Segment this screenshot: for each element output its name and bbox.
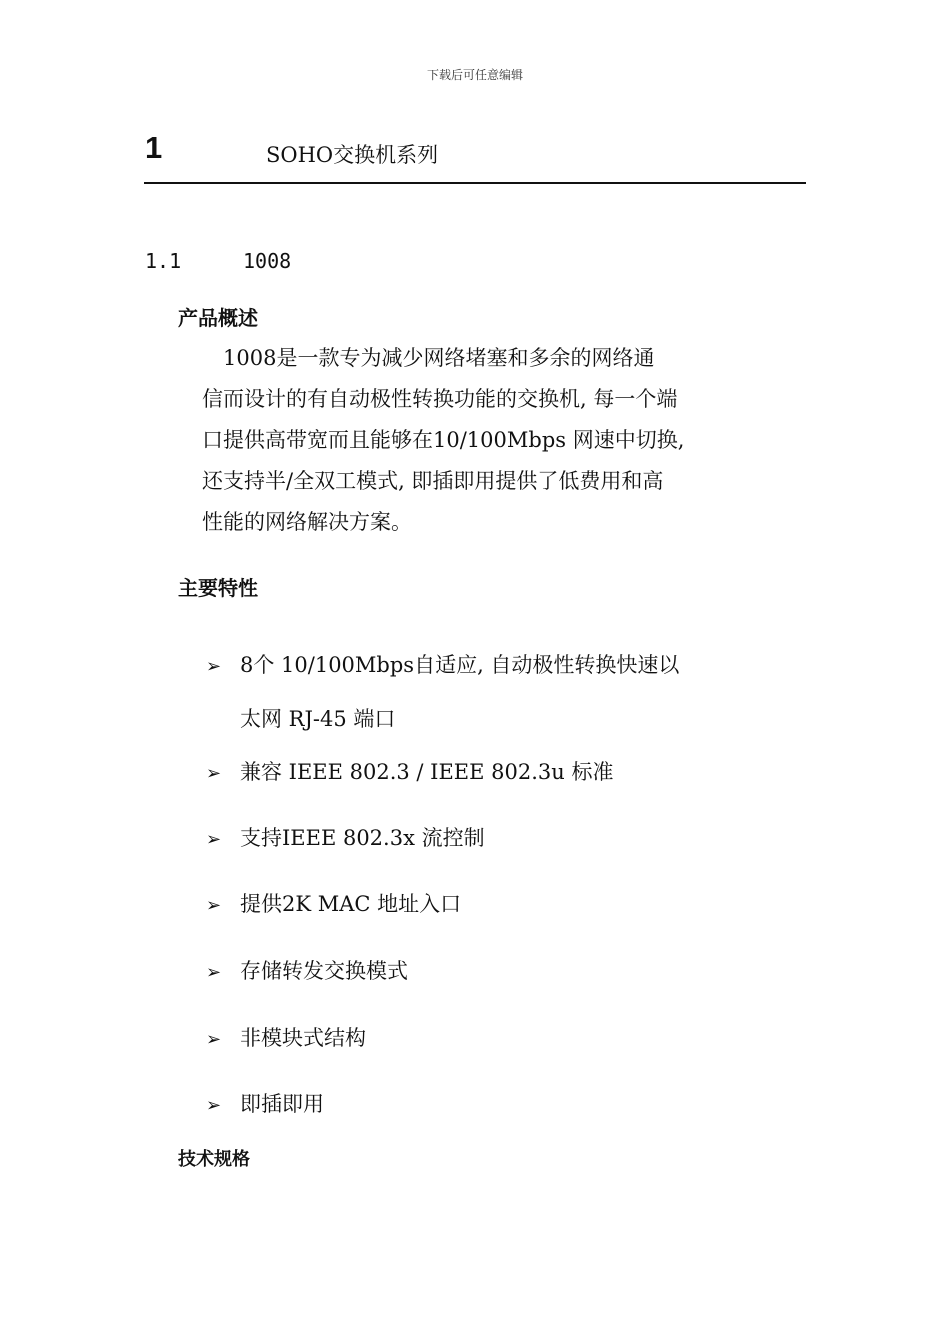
page-header-note: 下载后可任意编辑	[426, 68, 523, 82]
feature-item	[206, 822, 485, 852]
arrowhead-bullet-icon: ➢	[206, 1095, 222, 1116]
feature-text: 非模块式结构	[240, 1026, 366, 1050]
feature-text: 8个 10/100Mbps自适应, 自动极性转换快速以	[240, 653, 680, 677]
chapter-title: SOHO交换机系列	[266, 143, 439, 167]
feature-text: 即插即用	[240, 1092, 324, 1116]
feature-text: 支持IEEE 802.3x 流控制	[240, 826, 485, 850]
features-heading: 主要特性	[178, 576, 258, 600]
chapter-number: 1	[145, 130, 163, 165]
overview-line: 信而设计的有自动极性转换功能的交换机, 每一个端	[202, 387, 678, 411]
overview-line: 口提供高带宽而且能够在10/100Mbps 网速中切换,	[202, 428, 685, 452]
feature-text: 提供2K MAC 地址入口	[240, 892, 462, 916]
arrowhead-bullet-icon: ➢	[206, 656, 222, 677]
feature-item	[206, 1022, 366, 1052]
overview-line: 1008是一款专为减少网络堵塞和多余的网络通	[202, 346, 655, 370]
feature-text: 兼容 IEEE 802.3 / IEEE 802.3u 标准	[240, 760, 614, 784]
arrowhead-bullet-icon: ➢	[206, 1029, 222, 1050]
arrowhead-bullet-icon: ➢	[206, 829, 222, 850]
overview-paragraph	[202, 338, 742, 543]
feature-item	[206, 756, 613, 786]
arrowhead-bullet-icon: ➢	[206, 895, 222, 916]
arrowhead-bullet-icon: ➢	[206, 962, 222, 983]
specs-heading: 技术规格	[178, 1149, 250, 1170]
section-title: 1008	[243, 249, 292, 273]
overview-line: 还支持半/全双工模式, 即插即用提供了低费用和高	[202, 469, 664, 493]
overview-line: 性能的网络解决方案。	[202, 510, 412, 534]
section-number: 1.1	[145, 249, 182, 273]
chapter-divider	[144, 182, 806, 184]
feature-text: 存储转发交换模式	[240, 959, 408, 983]
overview-heading: 产品概述	[178, 306, 258, 330]
arrowhead-bullet-icon: ➢	[206, 763, 222, 784]
feature-item	[206, 888, 461, 918]
feature-item	[206, 1088, 324, 1118]
feature-item	[206, 649, 679, 679]
feature-item	[206, 955, 408, 985]
feature-item-continuation: 太网 RJ-45 端口	[240, 707, 396, 731]
